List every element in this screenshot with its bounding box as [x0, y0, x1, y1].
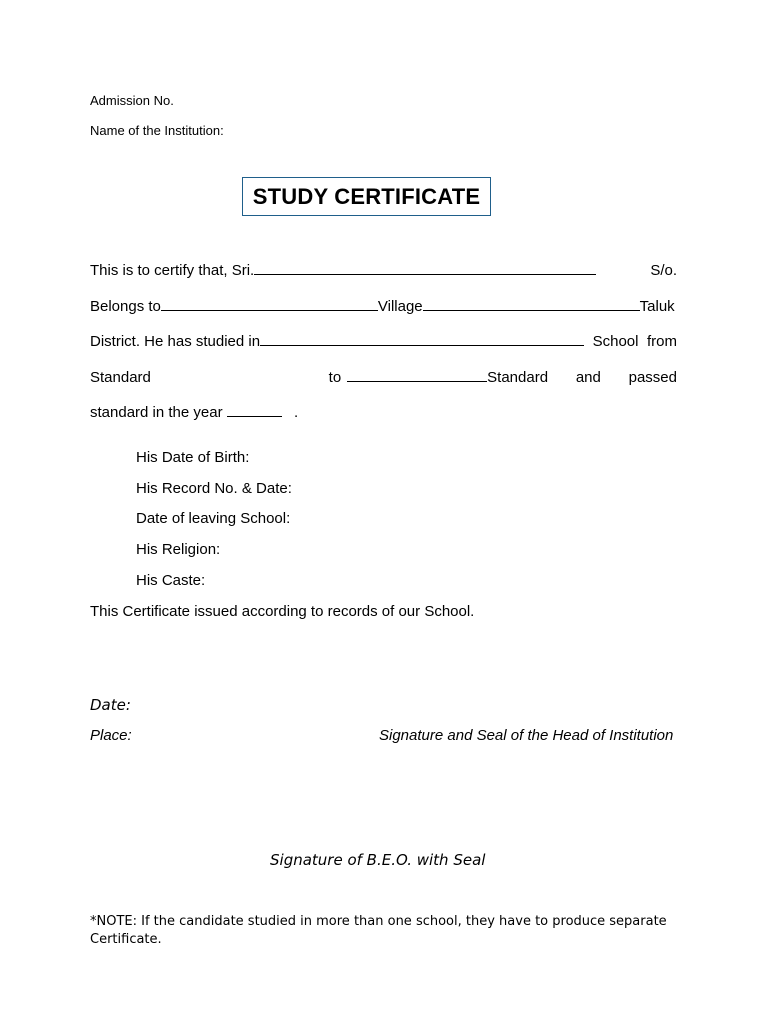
standard-label-2: Standard: [487, 369, 549, 386]
certify-line-3: [90, 331, 677, 350]
district-label: District. He has studied in: [90, 333, 261, 350]
school-label: School: [592, 333, 639, 350]
belongs-to-blank: [161, 296, 378, 311]
record-no-label: His Record No. & Date:: [136, 480, 292, 497]
date-label: Date:: [90, 696, 131, 714]
leaving-date-label: Date of leaving School:: [136, 510, 291, 527]
year-label: standard in the year: [90, 404, 223, 421]
student-name-blank: [254, 260, 596, 275]
head-signature-label: Signature and Seal of the Head of Institution: [379, 727, 674, 744]
village-label: Village: [377, 298, 423, 315]
dob-label: His Date of Birth:: [136, 449, 250, 466]
institution-name-label: Name of the Institution:: [90, 123, 224, 138]
village-blank: [423, 296, 640, 311]
certify-line-5: [90, 402, 298, 421]
certify-line-4: [90, 367, 677, 386]
admission-no-label: Admission No.: [90, 93, 174, 108]
note-text: *NOTE: If the candidate studied in more than one school, they have to produce separate Certificate.: [90, 914, 667, 947]
school-name-blank: [260, 331, 584, 346]
beo-signature-label: Signature of B.E.O. with Seal: [270, 851, 486, 869]
certify-line-2: [90, 296, 677, 315]
caste-label: His Caste:: [136, 572, 206, 589]
to-label: to: [328, 369, 342, 386]
and-label: and: [575, 369, 601, 386]
belongs-to-label: Belongs to: [90, 298, 161, 315]
certify-prefix: This is to certify that, Sri.: [90, 262, 255, 279]
year-blank: [227, 402, 282, 417]
taluk-label: Taluk: [639, 298, 675, 315]
issued-statement: This Certificate issued according to records of our School.: [90, 603, 475, 620]
year-period: .: [293, 404, 299, 421]
son-of-label: S/o.: [650, 262, 677, 279]
standard-label: Standard: [90, 369, 151, 386]
certificate-title: STUDY CERTIFICATE: [242, 177, 491, 216]
from-label: from: [646, 333, 677, 350]
standard-to-blank: [347, 367, 487, 382]
certify-line-1: [90, 260, 677, 279]
place-label: Place:: [90, 727, 132, 744]
religion-label: His Religion:: [136, 541, 221, 558]
passed-label: passed: [628, 369, 677, 386]
